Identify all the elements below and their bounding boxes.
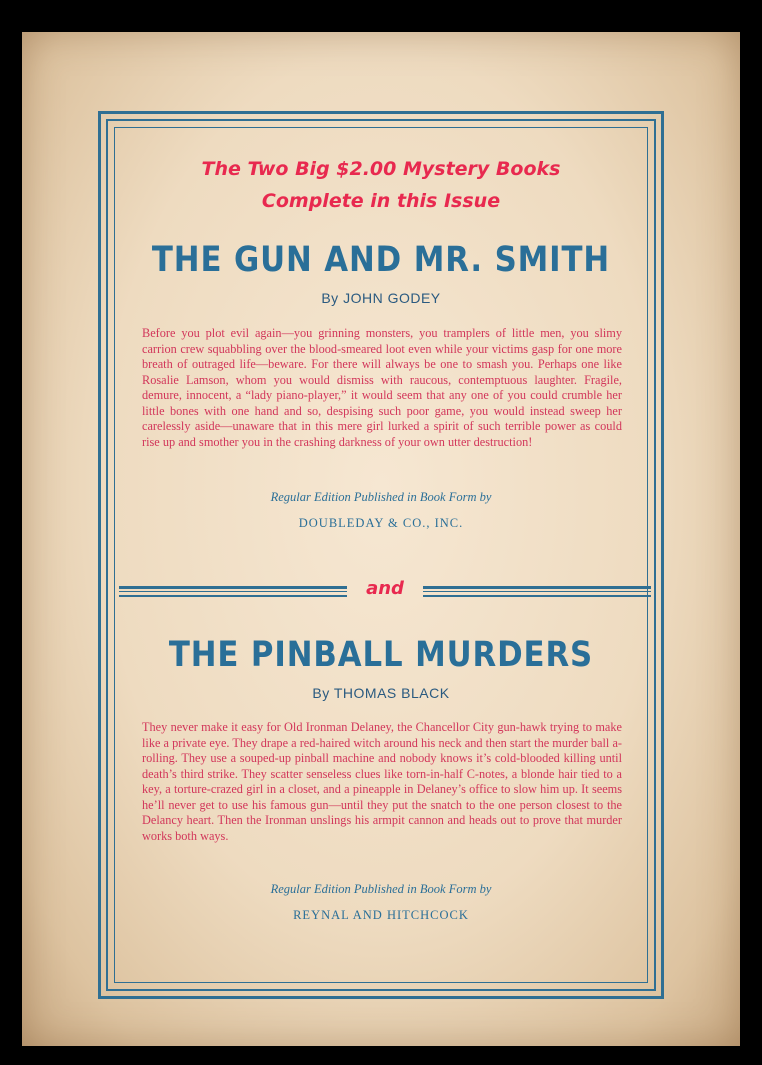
book1-edition-note: Regular Edition Published in Book Form by: [270, 490, 492, 504]
book1-blurb: Before you plot evil again—you grinning monsters, you tramplers of little men, you slimy carrion crew squabbling over the blood-smeared loot even while your victims gasp for one more breath of outraged life—beware. For there will always be one to smash you. Perhaps one like Rosalie Lamson, whom you would dismiss with raucous, contemptuous laughter. Fragile, demure, innocent, a “lady piano-player,” it would seem that any one of you could crumble her little bones with one hand and so, despising such poor game, you would instead sweep her carelessly aside—unaware that in this mere girl lurked a spirit of such terrible power as could rise up and smother you in the crashing darkness of your own utter destruction!: [142, 326, 622, 449]
book2-title: THE PINBALL MURDERS: [168, 635, 594, 675]
section-divider: [119, 578, 651, 599]
divider-rule-left: [119, 586, 347, 597]
book2-blurb: They never make it easy for Old Ironman Delaney, the Chancellor City gun-hawk trying to make like a private eye. They drape a red-haired witch around his neck and then start the murder ball a-rolling. They use a souped-up pinball machine and nobody knows it’s cold-blooded killing until death’s third strike. They scatter senseless clues like torn-in-half C-notes, a blonde hair tied to a key, a torture-crazed girl in a closet, and a pineapple in Delaney’s office to slow him up. It seems he’ll never get to use his famous gun—until they put the snatch to the one person closest to the Delancy heart. Then the Ironman unslings his armpit cannon and heads out to prove that murder works both ways.: [142, 720, 622, 843]
book2-edition-note: Regular Edition Published in Book Form by: [270, 882, 492, 896]
book1-publisher: DOUBLEDAY & CO., INC.: [298, 516, 464, 530]
page-border: [98, 111, 664, 999]
divider-and-label: and: [366, 578, 404, 599]
book2-byline: By THOMAS BLACK: [312, 685, 450, 701]
book2-publisher: REYNAL AND HITCHCOCK: [293, 908, 469, 922]
headline-line-1: The Two Big $2.00 Mystery Books: [201, 158, 561, 180]
headline-line-2: Complete in this Issue: [261, 190, 501, 212]
book1-byline: By JOHN GODEY: [321, 290, 441, 306]
divider-rule-right: [423, 586, 651, 597]
book1-title: THE GUN AND MR. SMITH: [151, 240, 611, 280]
back-cover-page: [22, 32, 740, 1046]
